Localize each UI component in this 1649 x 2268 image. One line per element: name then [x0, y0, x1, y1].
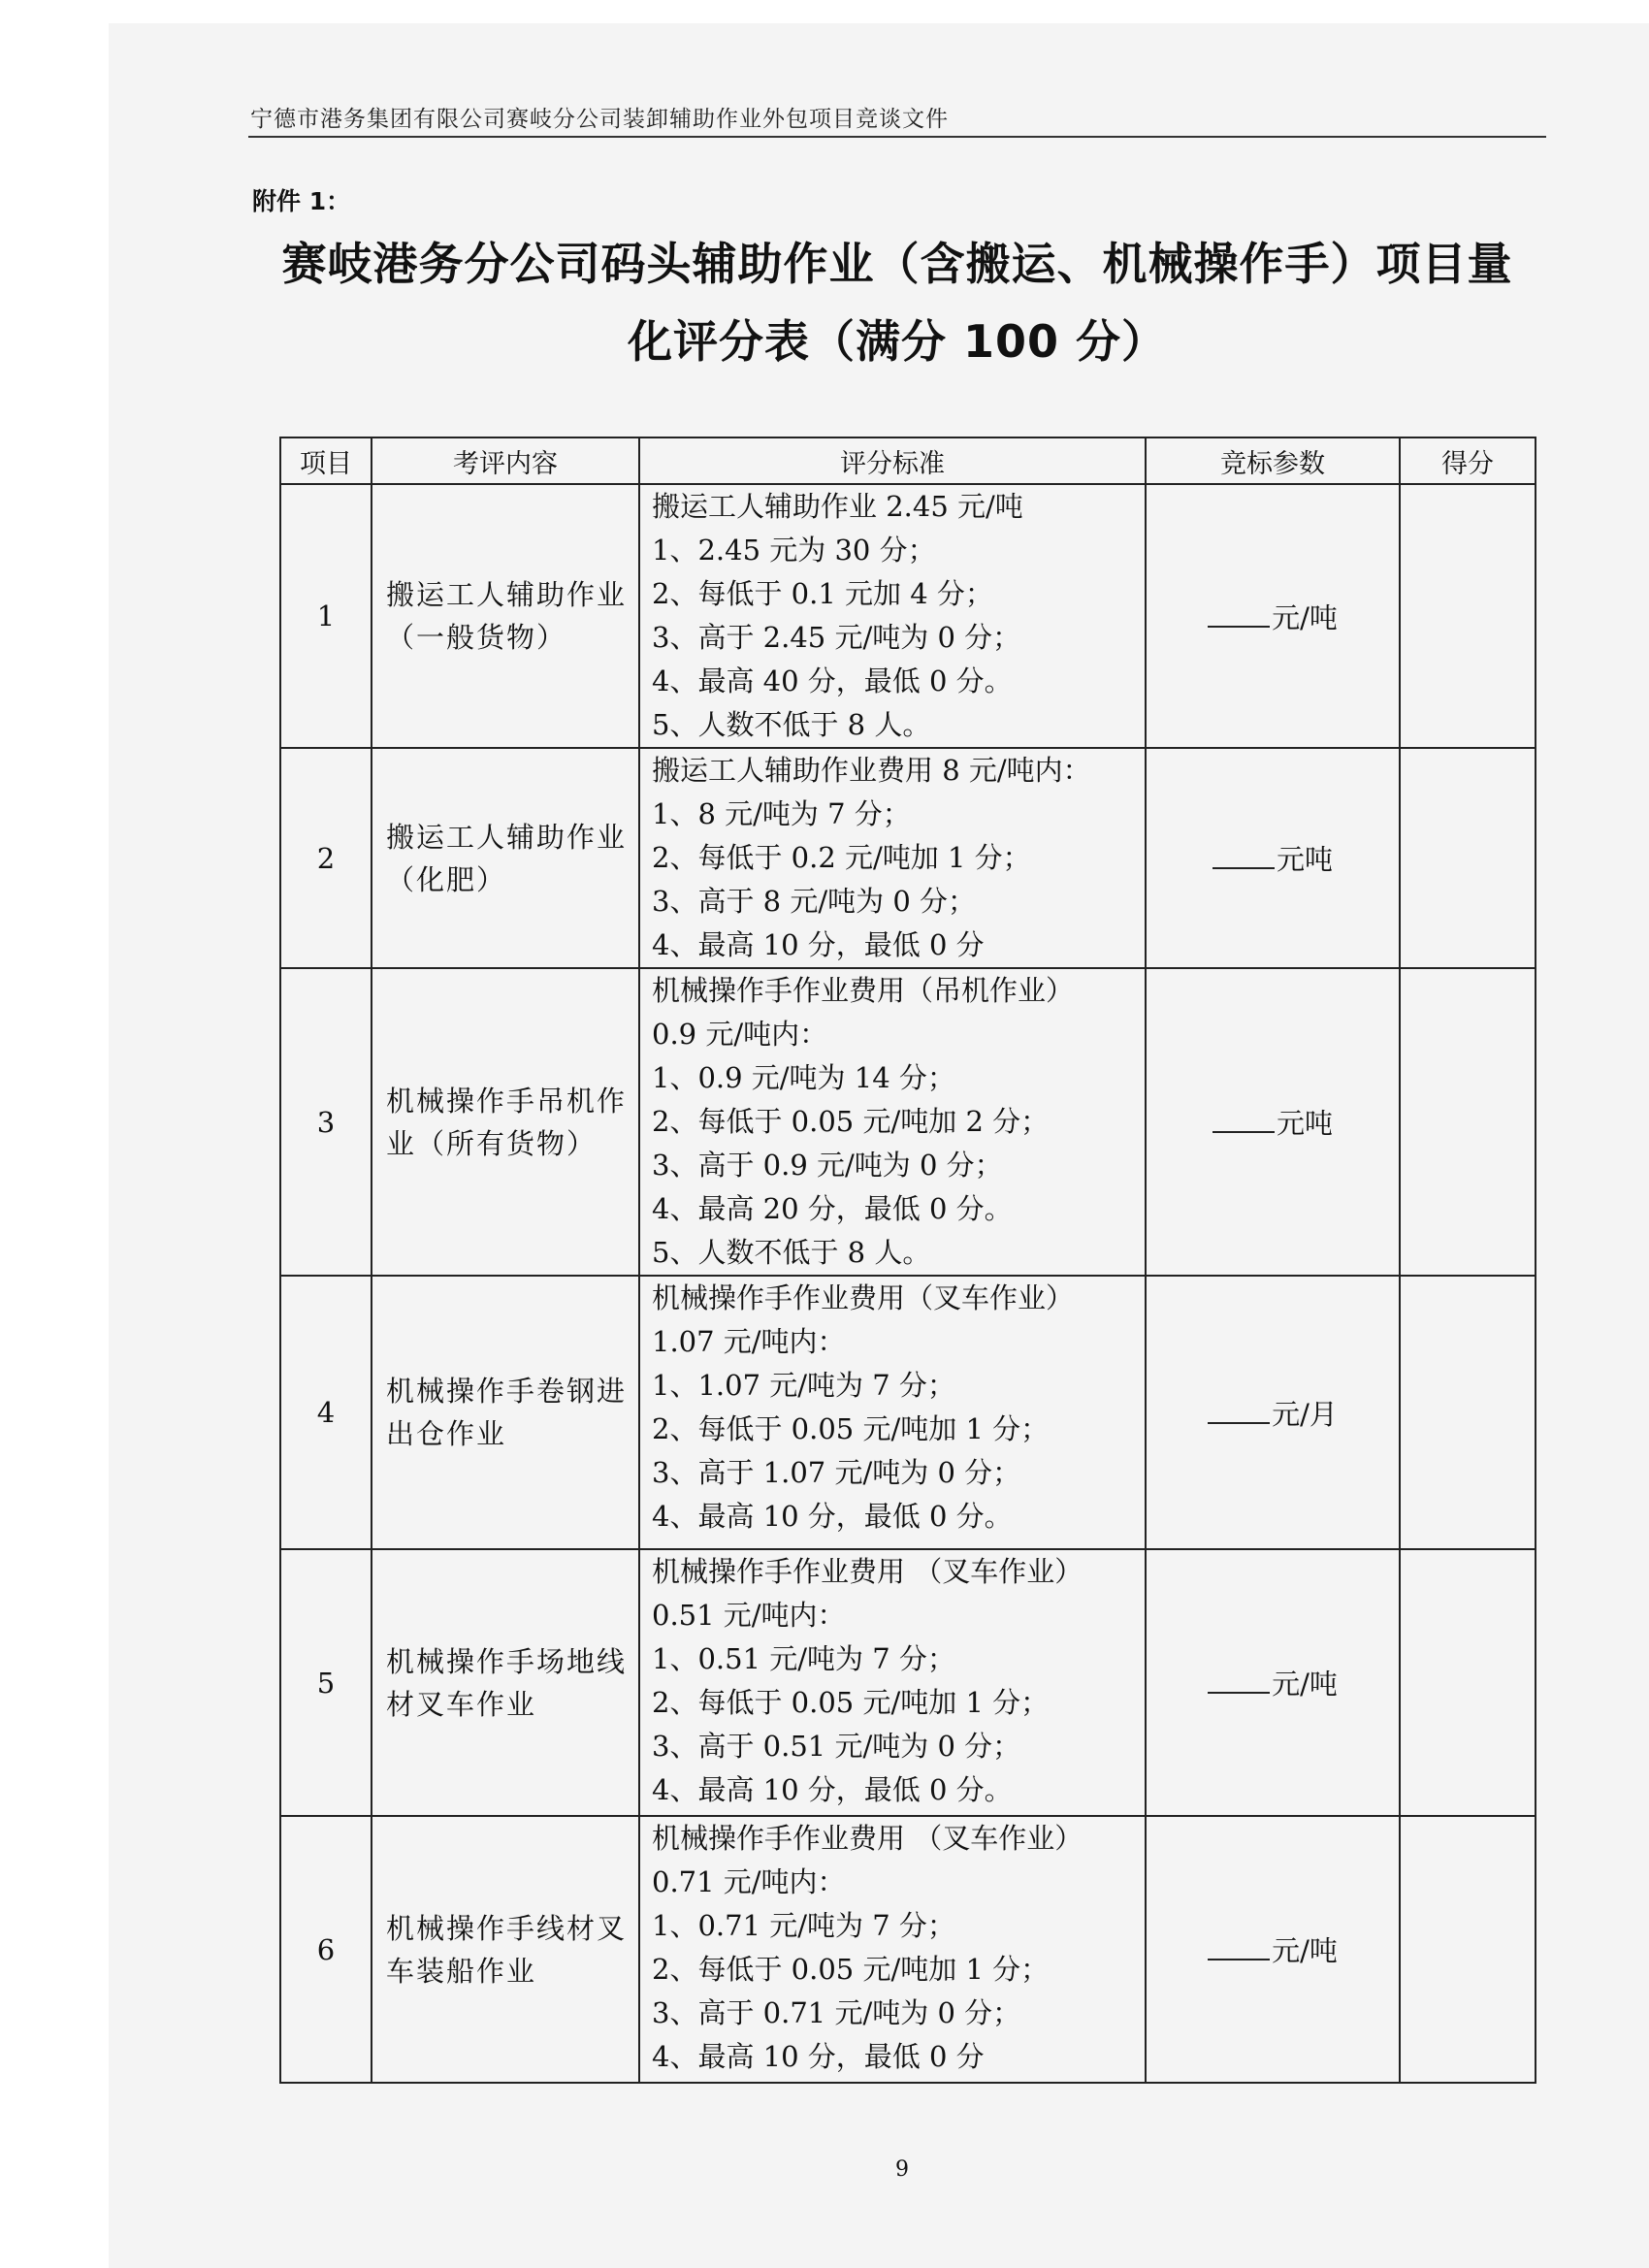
param-input-blank[interactable]: [1208, 1935, 1270, 1960]
title-line-1: 赛岐港务分公司码头辅助作业（含搬运、机械操作手）项目量: [281, 238, 1513, 290]
param-input-blank[interactable]: [1208, 1669, 1270, 1694]
row-criteria: [639, 748, 1146, 968]
criteria-line: 0.71 元/吨内：: [652, 1865, 846, 1898]
criteria-line: 5、人数不低于 8 人。: [652, 1236, 931, 1269]
table-row: [280, 484, 1536, 748]
criteria-line: 4、最高 10 分，最低 0 分: [652, 928, 985, 961]
row-score[interactable]: [1400, 968, 1536, 1276]
row-criteria: [639, 1816, 1146, 2083]
criteria-line: 机械操作手作业费用（吊机作业）: [652, 974, 1075, 1007]
param-unit: 元/月: [1272, 1397, 1338, 1431]
criteria-line: 3、高于 0.9 元/吨为 0 分；: [652, 1149, 1003, 1182]
criteria-line: 4、最高 20 分，最低 0 分。: [652, 1192, 1013, 1225]
row-content: 机械操作手场地线材叉车作业: [372, 1549, 639, 1816]
criteria-line: 2、每低于 0.2 元/吨加 1 分；: [652, 841, 1031, 874]
criteria-line: 4、最高 40 分，最低 0 分。: [652, 664, 1013, 697]
criteria-line: 4、最高 10 分，最低 0 分: [652, 2040, 985, 2073]
criteria-line: 2、每低于 0.1 元加 4 分；: [652, 577, 993, 610]
criteria-line: 搬运工人辅助作业费用 8 元/吨内：: [652, 754, 1091, 787]
criteria-line: 0.51 元/吨内：: [652, 1599, 846, 1632]
criteria-line: 1、2.45 元为 30 分；: [652, 534, 936, 567]
row-number: 6: [280, 1816, 372, 2083]
row-param: [1146, 1276, 1400, 1549]
attachment-label: 附件 1：: [252, 187, 351, 215]
page-title: [233, 225, 1562, 380]
table-row: [280, 1276, 1536, 1549]
criteria-line: 1、0.9 元/吨为 14 分；: [652, 1061, 955, 1094]
row-criteria: [639, 968, 1146, 1276]
page-number: 9: [895, 2157, 909, 2182]
row-score[interactable]: [1400, 1549, 1536, 1816]
row-criteria: [639, 1549, 1146, 1816]
row-param: [1146, 748, 1400, 968]
row-score[interactable]: [1400, 748, 1536, 968]
criteria-line: 机械操作手作业费用 （叉车作业）: [652, 1555, 1083, 1588]
criteria-line: 1、1.07 元/吨为 7 分；: [652, 1369, 955, 1402]
header-score: 得分: [1400, 437, 1536, 484]
criteria-line: 0.9 元/吨内：: [652, 1018, 828, 1051]
param-unit: 元吨: [1276, 843, 1333, 876]
table-row: [280, 1549, 1536, 1816]
criteria-line: 1、0.71 元/吨为 7 分；: [652, 1909, 955, 1942]
criteria-line: 4、最高 10 分，最低 0 分。: [652, 1500, 1013, 1533]
criteria-line: 3、高于 8 元/吨为 0 分；: [652, 885, 976, 918]
document-header: 宁德市港务集团有限公司赛岐分公司装卸辅助作业外包项目竞谈文件: [250, 107, 949, 132]
row-content: 机械操作手卷钢进出仓作业: [372, 1276, 639, 1549]
criteria-line: 2、每低于 0.05 元/吨加 1 分；: [652, 1412, 1050, 1445]
criteria-line: 3、高于 1.07 元/吨为 0 分；: [652, 1456, 1021, 1489]
criteria-line: 1、0.51 元/吨为 7 分；: [652, 1642, 955, 1675]
scoring-table: [279, 437, 1536, 2084]
param-unit: 元/吨: [1272, 600, 1338, 634]
header-param: 竞标参数: [1146, 437, 1400, 484]
param-unit: 元吨: [1276, 1107, 1333, 1140]
criteria-line: 搬运工人辅助作业 2.45 元/吨: [652, 490, 1023, 523]
row-param: [1146, 1549, 1400, 1816]
criteria-line: 2、每低于 0.05 元/吨加 2 分；: [652, 1105, 1050, 1138]
table-row: [280, 968, 1536, 1276]
row-score[interactable]: [1400, 1816, 1536, 2083]
row-param: [1146, 1816, 1400, 2083]
row-number: 3: [280, 968, 372, 1276]
header-criteria: 评分标准: [639, 437, 1146, 484]
row-content: 搬运工人辅助作业（化肥）: [372, 748, 639, 968]
row-number: 1: [280, 484, 372, 748]
criteria-line: 4、最高 10 分，最低 0 分。: [652, 1773, 1013, 1806]
table-header-row: [280, 437, 1536, 484]
header-rule: [248, 136, 1546, 138]
row-criteria: [639, 484, 1146, 748]
param-input-blank[interactable]: [1208, 1399, 1270, 1424]
criteria-line: 2、每低于 0.05 元/吨加 1 分；: [652, 1953, 1050, 1986]
header-content: 考评内容: [372, 437, 639, 484]
row-param: [1146, 484, 1400, 748]
row-number: 2: [280, 748, 372, 968]
param-unit: 元/吨: [1272, 1934, 1338, 1967]
criteria-line: 机械操作手作业费用 （叉车作业）: [652, 1822, 1083, 1855]
row-criteria: [639, 1276, 1146, 1549]
criteria-line: 5、人数不低于 8 人。: [652, 708, 931, 741]
title-line-2: 化评分表（满分 100 分）: [627, 315, 1168, 368]
header-item: 项目: [280, 437, 372, 484]
param-input-blank[interactable]: [1212, 844, 1275, 869]
row-score[interactable]: [1400, 1276, 1536, 1549]
table-row: [280, 748, 1536, 968]
criteria-line: 3、高于 2.45 元/吨为 0 分；: [652, 621, 1021, 654]
param-unit: 元/吨: [1272, 1668, 1338, 1701]
row-content: 机械操作手吊机作业（所有货物）: [372, 968, 639, 1276]
param-input-blank[interactable]: [1208, 602, 1270, 628]
row-number: 4: [280, 1276, 372, 1549]
row-number: 5: [280, 1549, 372, 1816]
criteria-line: 机械操作手作业费用（叉车作业）: [652, 1281, 1075, 1314]
criteria-line: 1.07 元/吨内：: [652, 1325, 846, 1358]
criteria-line: 1、8 元/吨为 7 分；: [652, 797, 911, 830]
param-input-blank[interactable]: [1212, 1108, 1275, 1133]
table-row: [280, 1816, 1536, 2083]
row-content: 机械操作手线材叉车装船作业: [372, 1816, 639, 2083]
row-score[interactable]: [1400, 484, 1536, 748]
row-param: [1146, 968, 1400, 1276]
row-content: 搬运工人辅助作业（一般货物）: [372, 484, 639, 748]
criteria-line: 3、高于 0.71 元/吨为 0 分；: [652, 1996, 1021, 2029]
criteria-line: 3、高于 0.51 元/吨为 0 分；: [652, 1730, 1021, 1763]
criteria-line: 2、每低于 0.05 元/吨加 1 分；: [652, 1686, 1050, 1719]
